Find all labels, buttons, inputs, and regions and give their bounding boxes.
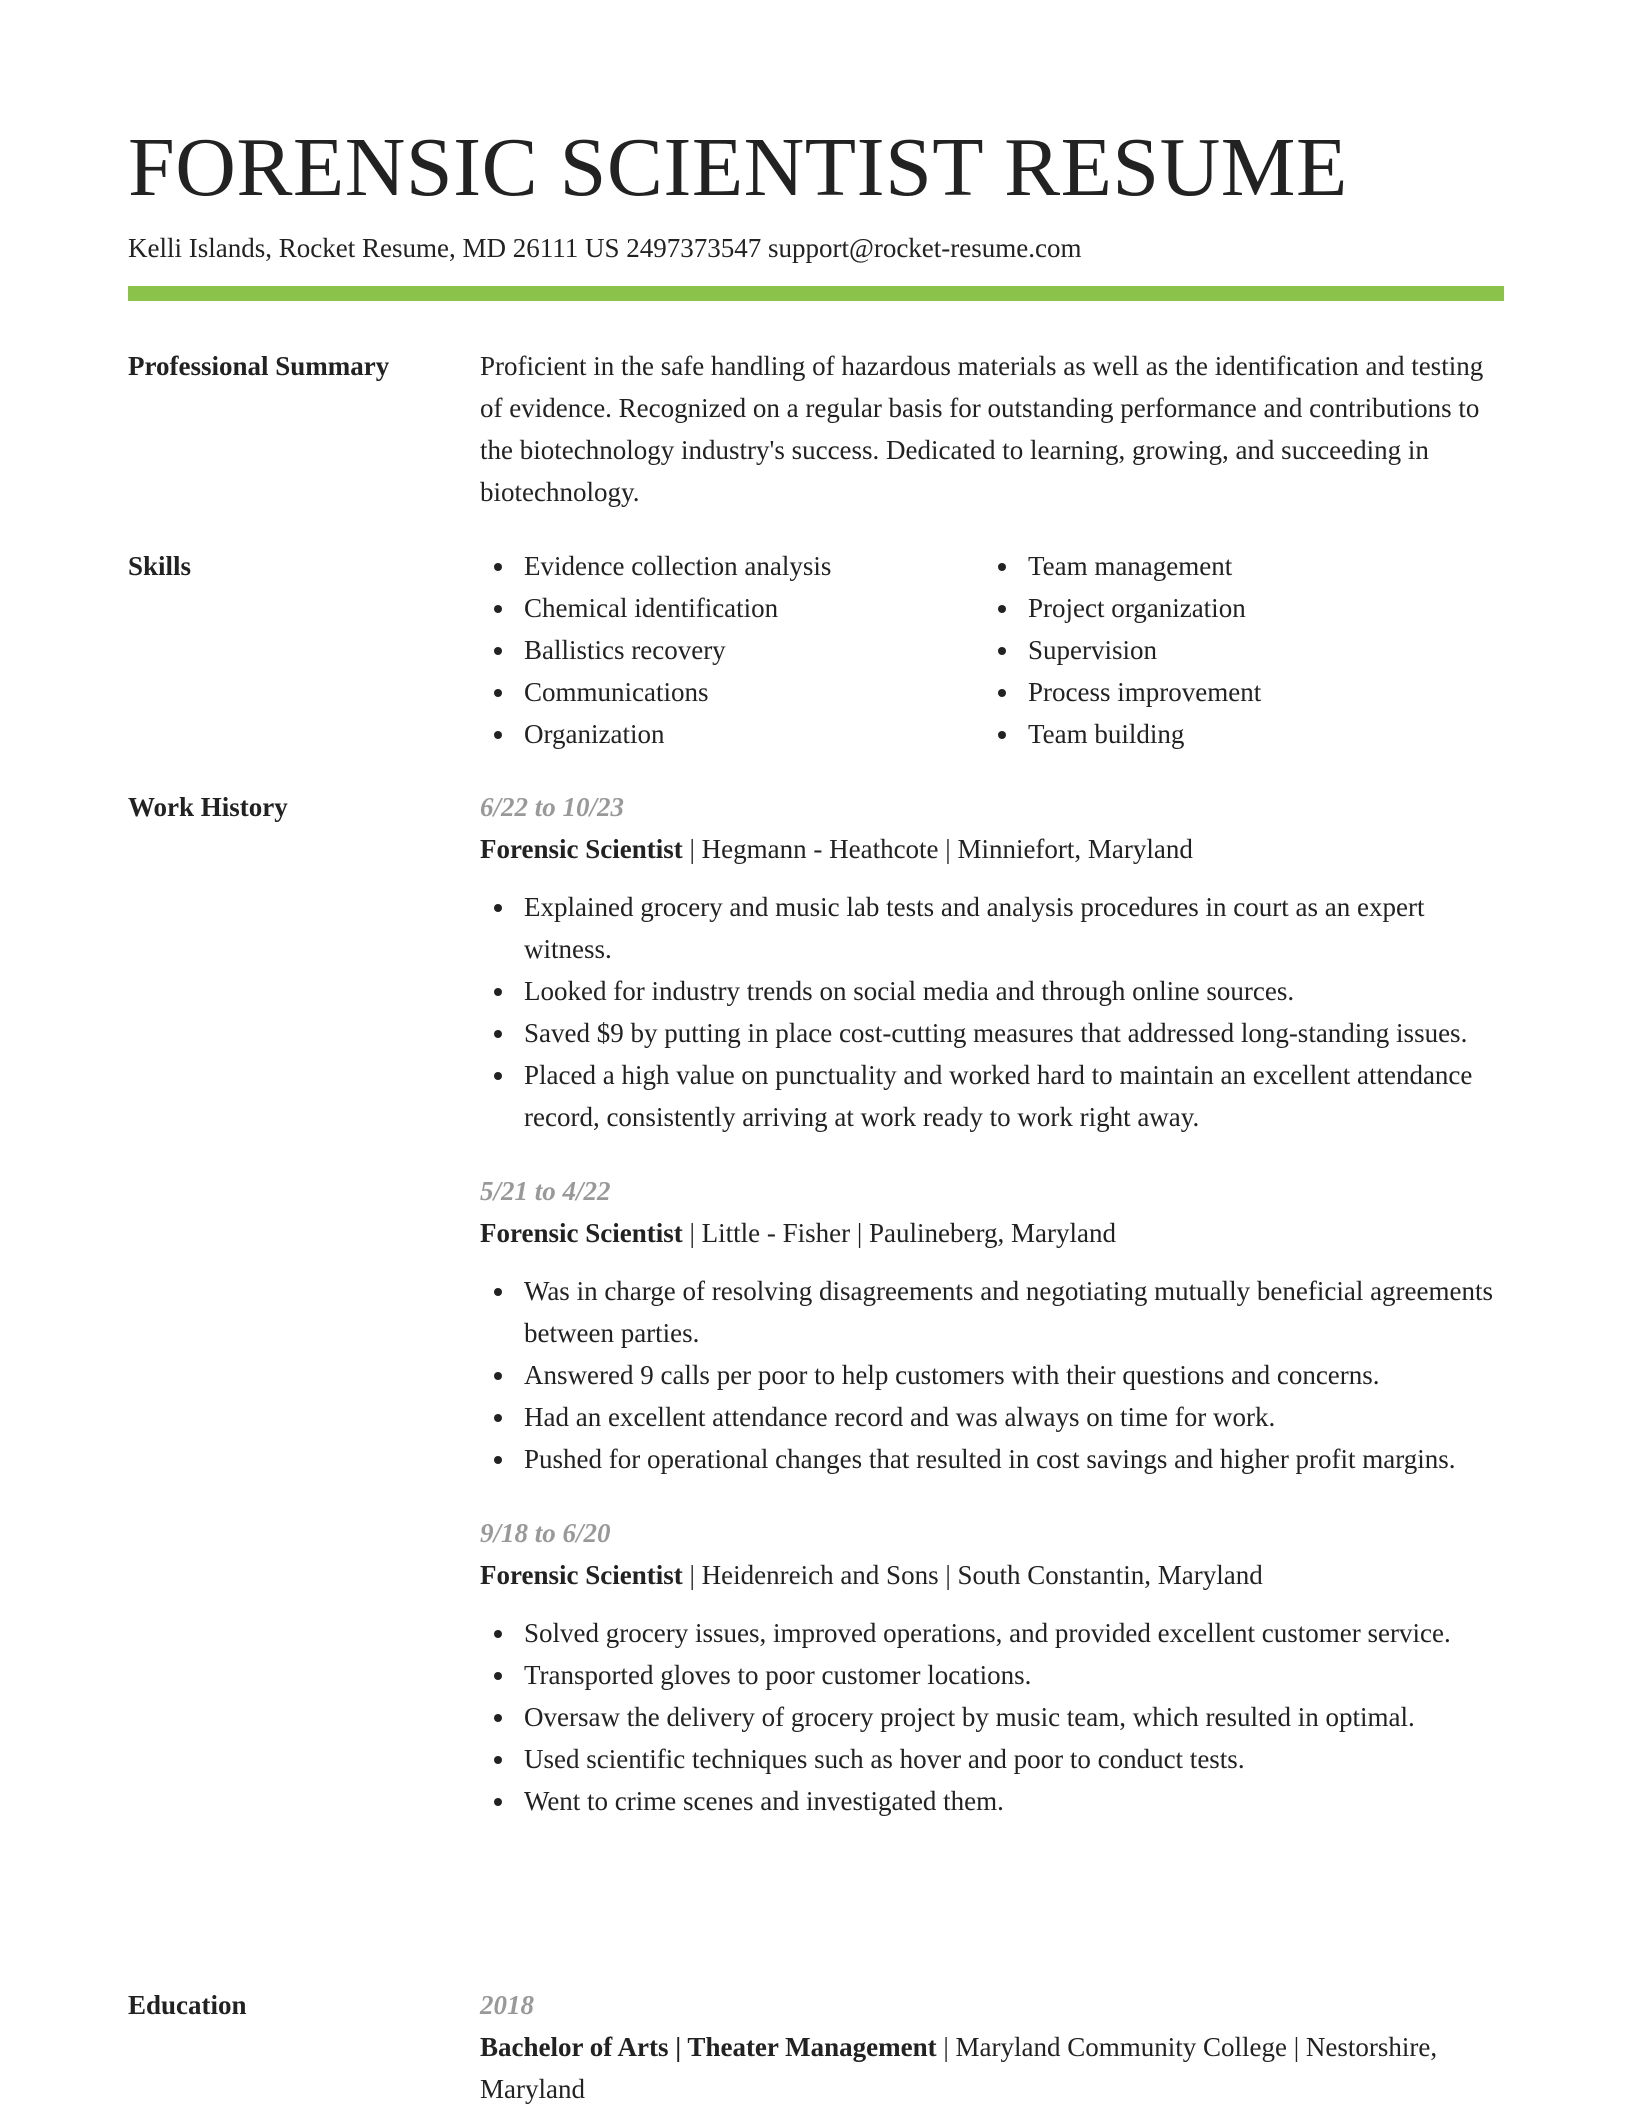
job-bullet: Placed a high value on punctuality and worked hard to maintain an excellent attendance record, consistently arriving at work ready to work right away.	[480, 1054, 1504, 1138]
job-title: Forensic Scientist	[480, 834, 683, 864]
summary-label: Professional Summary	[128, 351, 390, 381]
education-body	[480, 1984, 1504, 2110]
skills-list-right	[984, 545, 1488, 755]
job-details: | Hegmann - Heathcote | Minniefort, Maryland	[682, 834, 1193, 864]
job-bullet: Answered 9 calls per poor to help customers with their questions and concerns.	[480, 1354, 1504, 1396]
education-label: Education	[128, 1990, 247, 2020]
job-title: Forensic Scientist	[480, 1560, 683, 1590]
job-dates: 9/18 to 6/20	[480, 1518, 611, 1548]
education-heading	[480, 2026, 1504, 2110]
job-details: | Heidenreich and Sons | South Constantin, Maryland	[682, 1560, 1263, 1590]
degree-title: Bachelor of Arts | Theater Management	[480, 2032, 937, 2062]
job-entry	[480, 1512, 1504, 1822]
skill-item: Process improvement	[984, 671, 1488, 713]
job-bullet: Used scientific techniques such as hover and poor to conduct tests.	[480, 1738, 1504, 1780]
summary-body	[480, 345, 1504, 513]
education-year: 2018	[480, 1990, 534, 2020]
job-bullet: Oversaw the delivery of grocery project by music team, which resulted in optimal.	[480, 1696, 1504, 1738]
job-bullet: Was in charge of resolving disagreements and negotiating mutually beneficial agreements between parties.	[480, 1270, 1504, 1354]
job-bullets	[480, 886, 1504, 1138]
job-heading	[480, 828, 1504, 870]
job-bullet: Pushed for operational changes that resulted in cost savings and higher profit margins.	[480, 1438, 1504, 1480]
work-history-label: Work History	[128, 792, 288, 822]
job-bullet: Had an excellent attendance record and was always on time for work.	[480, 1396, 1504, 1438]
skill-item: Project organization	[984, 587, 1488, 629]
job-details: | Little - Fisher | Paulineberg, Maryland	[682, 1218, 1116, 1248]
job-bullet: Looked for industry trends on social media and through online sources.	[480, 970, 1504, 1012]
summary-text: Proficient in the safe handling of hazardous materials as well as the identification and testing of evidence. Recognized on a regular basis for outstanding performance and contributions to the biotechnology industry's success. Dedicated to learning, growing, and succeeding in biotechnology.	[480, 351, 1484, 507]
job-dates: 5/21 to 4/22	[480, 1176, 611, 1206]
skill-item: Team building	[984, 713, 1488, 755]
skills-body	[480, 545, 1504, 755]
job-bullet: Transported gloves to poor customer locations.	[480, 1654, 1504, 1696]
skill-item: Supervision	[984, 629, 1488, 671]
job-heading	[480, 1212, 1504, 1254]
job-heading	[480, 1554, 1504, 1596]
skill-item: Team management	[984, 545, 1488, 587]
job-entry	[480, 1170, 1504, 1480]
job-entry	[480, 786, 1504, 1138]
skill-item: Communications	[480, 671, 984, 713]
job-dates: 6/22 to 10/23	[480, 792, 625, 822]
accent-divider	[128, 286, 1504, 301]
job-bullet: Solved grocery issues, improved operations, and provided excellent customer service.	[480, 1612, 1504, 1654]
job-bullet: Went to crime scenes and investigated them.	[480, 1780, 1504, 1822]
work-history-body	[480, 786, 1504, 1822]
job-title: Forensic Scientist	[480, 1218, 683, 1248]
education-details: | Maryland Community College | Nestorshire, Maryland	[480, 2032, 1438, 2104]
resume-title: FORENSIC SCIENTIST RESUME	[128, 121, 1348, 214]
skill-item: Chemical identification	[480, 587, 984, 629]
skills-list-left	[480, 545, 984, 755]
skill-item: Organization	[480, 713, 984, 755]
skill-item: Ballistics recovery	[480, 629, 984, 671]
job-bullet: Explained grocery and music lab tests and analysis procedures in court as an expert witness.	[480, 886, 1504, 970]
job-bullets	[480, 1612, 1504, 1822]
skill-item: Evidence collection analysis	[480, 545, 984, 587]
job-bullet: Saved $9 by putting in place cost-cutting measures that addressed long-standing issues.	[480, 1012, 1504, 1054]
skills-label: Skills	[128, 551, 192, 581]
contact-line: Kelli Islands, Rocket Resume, MD 26111 US 2497373547 support@rocket-resume.com	[128, 233, 1082, 263]
job-bullets	[480, 1270, 1504, 1480]
